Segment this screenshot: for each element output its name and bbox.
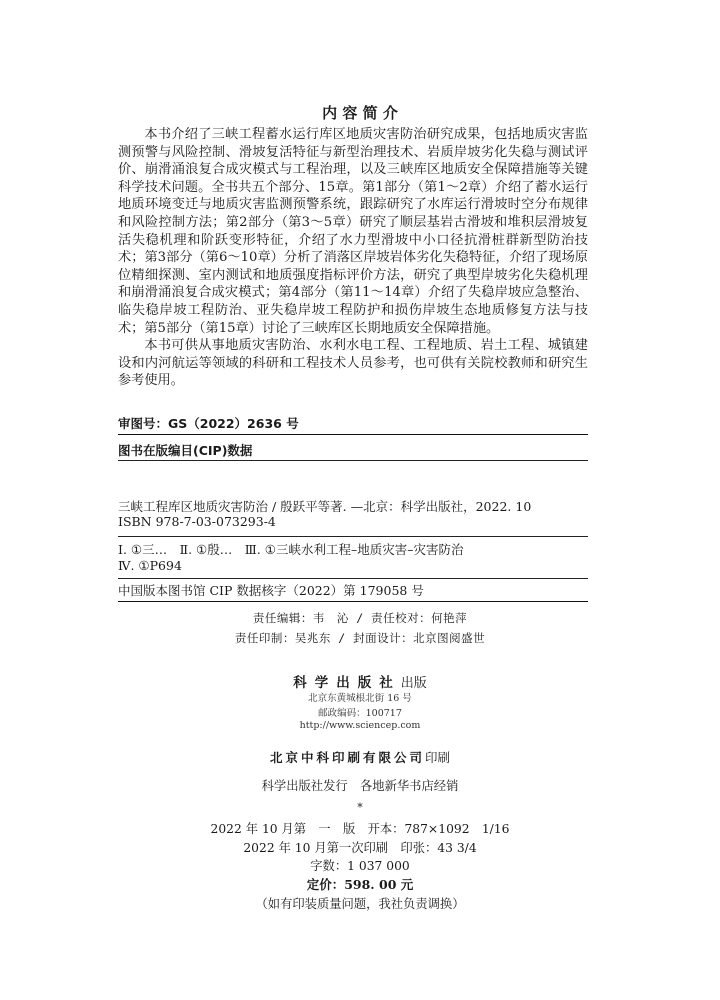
print-credit: 责任印制：吴兆东 / 封面设计：北京图阅盛世: [234, 631, 486, 645]
printer-line: [0, 748, 720, 766]
editor-credit: 责任编辑：韦 沁 / 责任校对：何艳萍: [252, 611, 468, 625]
printer-name: 北京中科印刷有限公司: [269, 750, 425, 765]
cip-isbn: ISBN 978-7-03-073293-4: [118, 514, 276, 529]
cip-record-number: 中国版本图书馆 CIP 数据核字（2022）第 179058 号: [118, 583, 424, 598]
publisher-line: [0, 671, 720, 691]
publisher-url: http://www.sciencep.com: [299, 720, 421, 731]
word-count: 字数：1 037 000: [310, 859, 410, 873]
intro-paragraph: 本书介绍了三峡工程蓄水运行库区地质灾害防治研究成果，包括地质灾害监测预警与风险控制、滑坡复活特征与新型治理技术、岩质岸坡劣化失稳与测试评价、崩滑涌浪复合成灾模式与工程治理，以及三峡库区地质安全保障措施等关键科学技术问题。全书共五个部分、15章。第1部分（第1～2章）介绍了蓄水运行地质环境变迁与地质灾害监测预警系统，跟踪研究了水库运行滑坡时空分布规律和风险控制方法；第2部分（第3～5章）研究了顺层基岩古滑坡和堆积层滑坡复活失稳机理和阶跃变形特征，介绍了水力型滑坡中小口径抗滑桩群新型防治技术；第3部分（第6～10章）分析了消落区岸坡岩体劣化失稳特征，介绍了现场原位精细探测、室内测试和地质强度指标评价方法，研究了典型岸坡劣化失稳机理和崩滑涌浪复合成灾模式；第4部分（第11～14章）介绍了失稳岸坡应急整治、临失稳岸坡工程防治、亚失稳岸坡工程防护和损伤岸坡生态地质修复方法与技术；第5部分（第15章）讨论了三峡库区长期地质安全保障措施。: [118, 127, 588, 336]
publisher-postcode: 邮政编码：100717: [318, 708, 402, 719]
cip-classification: Ⅰ. ①三… Ⅱ. ①殷… Ⅲ. ①三峡水利工程–地质灾害–灾害防治: [118, 542, 464, 557]
divider: [118, 601, 588, 602]
review-number: 审图号：GS（2022）2636 号: [118, 416, 299, 431]
edition-line: 2022 年 10 月第 一 版 开本：787×1092 1/16: [210, 822, 510, 836]
printer-suffix: 印刷: [425, 750, 451, 765]
publisher-name: 科学出版社: [293, 675, 401, 691]
publisher-suffix: 出版: [400, 676, 427, 691]
cip-heading: 图书在版编目(CIP)数据: [118, 443, 253, 458]
publisher-address: 北京东黄城根北街 16 号: [308, 693, 412, 704]
distribution-line: 科学出版社发行 各地新华书店经销: [261, 779, 459, 793]
cip-class-code: Ⅳ. ①P694: [118, 558, 182, 573]
intro-paragraph: 本书可供从事地质灾害防治、水利水电工程、工程地质、岩土工程、城镇建设和内河航运等领域的科研和工程技术人员参考，也可供有关院校教师和研究生参考使用。: [118, 338, 588, 389]
price: 定价：598. 00 元: [306, 877, 414, 892]
quality-note: （如有印装质量问题，我社负责调换）: [255, 897, 465, 911]
divider: [118, 460, 588, 461]
separator-star: *: [357, 801, 363, 814]
divider: [118, 578, 588, 579]
intro-body: [118, 126, 588, 390]
divider: [118, 536, 588, 537]
intro-title: 内 容 简 介: [322, 104, 398, 122]
cip-title-line: 三峡工程库区地质灾害防治 / 殷跃平等著. —北京：科学出版社，2022. 10: [118, 499, 532, 514]
printing-line: 2022 年 10 月第一次印刷 印张：43 3/4: [243, 841, 477, 855]
divider: [118, 434, 588, 435]
